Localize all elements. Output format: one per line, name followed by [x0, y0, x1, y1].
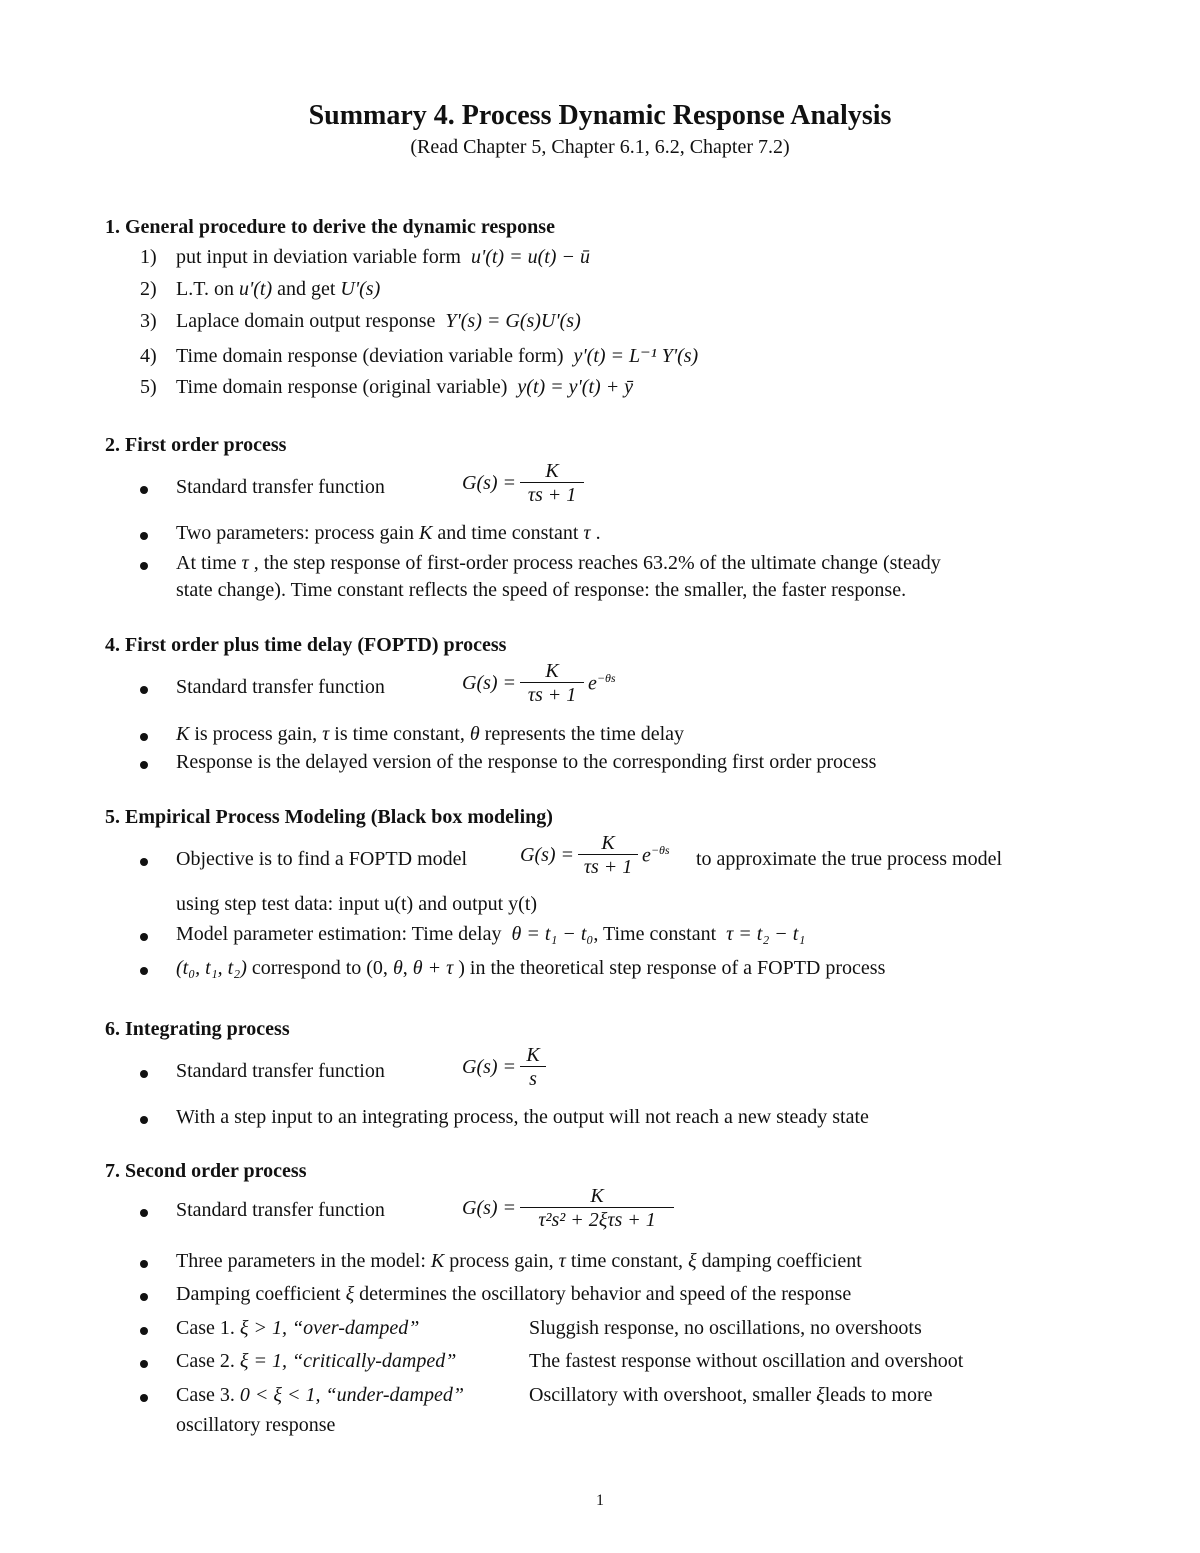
bullet-icon [140, 486, 148, 494]
bullet-icon [140, 1394, 148, 1402]
section-6-heading: 6. Integrating process [105, 1018, 290, 1040]
step-1: 1) put input in deviation variable form u'(t) = u(t) − ū [140, 246, 590, 268]
section-7-heading: 7. Second order process [105, 1160, 307, 1182]
section-1-heading: 1. General procedure to derive the dynamic response [105, 216, 555, 238]
bullet-icon [140, 761, 148, 769]
step-4: 4) Time domain response (deviation variable form) y'(t) = L⁻¹ Y'(s) [140, 345, 699, 367]
foptd-equation: G(s) = $\frac{K}{\tau s + 1}$ $e^{-\theta s}$ [462, 660, 616, 706]
page-title: Summary 4. Process Dynamic Response Analysis [308, 100, 892, 131]
case-3-continuation: oscillatory response [176, 1414, 336, 1436]
page-subtitle: (Read Chapter 5, Chapter 6.1, 6.2, Chapter 7.2) [410, 136, 790, 158]
bullet-icon [140, 1070, 148, 1078]
step-3: 3) Laplace domain output response Y'(s) = G(s)U'(s) [140, 310, 581, 332]
section-5-heading: 5. Empirical Process Modeling (Black box modeling) [105, 806, 553, 828]
bullet-icon [140, 532, 148, 540]
case-1-description: Sluggish response, no oscillations, no overshoots [529, 1317, 922, 1339]
bullet-icon [140, 1209, 148, 1217]
objective-tail: to approximate the true process model [696, 848, 1003, 870]
bullet-icon [140, 967, 148, 975]
bullet-icon [140, 1293, 148, 1301]
first-order-equation: G(s) = $\frac{K}{\tau s + 1}$ [462, 460, 588, 507]
page-number: 1 [596, 1492, 604, 1509]
document-page: Summary 4. Process Dynamic Response Analysis (Read Chapter 5, Chapter 6.1, 6.2, Chapter 7.2) 1. General procedure to derive the dynamic response 1) put input in deviation variable form u'(t) = u(t) − ū 2) L.T. on u'(t) and get U'(s) 3) Laplace domain output response Y'(s) = G(s)U'(s) 4) Time domain response (deviation variable form) y'(t) = L⁻¹ Y'(s) 5) Time domain response (original variable) y(t) = y'(t) + ȳ 2. First order process Standard transfer function G(s) = $\frac{K}{\tau s + 1}$ Two parameters: process gain K and time constant τ . At time τ , the step response of first-order process reaches 63.2% of the ultimate change (steady state change). Time constant reflects the speed of response: the smaller, the faster response. 4. First order plus time delay (FOPTD) process Standard transfer function G(s) = $\frac{K}{\tau s + 1}$ $e^{-\theta s}$ K is process gain, τ is time constant, θ represents the time delay Response is the delayed version of the response to the corresponding first order process 5. Empirical Process Modeling (Black box modeling) Objective is to find a FOPTD model G(s) = $\frac{K}{\tau s + 1}$ $e^{-\theta s}$ to approximate the true process model using step test data: input u(t) and output y(t) Model parameter estimation: Time delay θ = t₁ − t₀, Time constant τ = t₂ − t₁ (t₀, t₁, t₂) correspond to (0, θ, θ + τ ) in the theoretical step response of a FOPTD process 6. Integrating process Standard transfer function G(s) = $\frac{K}{s}$ With a step input to an integrating process, the output will not reach a new steady state 7. Second order process Standard transfer function G(s) = $\frac{K}{\text{τ²s² + 2ξτs + 1}}$ Three parameters in the model: K process gain, τ time constant, ξ damping coefficient Damping coefficient ξ determines the oscillatory behavior and speed of the response Case 1. ξ > 1, “over-damped” Sluggish response, no oscillations, no overshoots Case 2. ξ = 1, “critically-damped” The fastest response without oscillation and overshoot Case 3. 0 < ξ < 1, “under-damped” Oscillatory with overshoot, smaller ξleads to more oscillatory response 1 [0, 0, 1200, 1553]
objective-continuation: using step test data: input u(t) and output y(t) [176, 893, 538, 915]
integrating-equation: G(s) = $\frac{K}{s}$ [462, 1044, 550, 1091]
bullet-icon [140, 562, 148, 570]
empirical-foptd-equation: G(s) = $\frac{K}{\tau s + 1}$ $e^{-\theta s}$ [520, 832, 670, 878]
section-4-heading: 4. First order plus time delay (FOPTD) process [105, 634, 507, 656]
case-3-description: Oscillatory with overshoot, smaller ξleads to more [529, 1384, 933, 1406]
bullet-icon [140, 686, 148, 694]
bullet-icon [140, 1360, 148, 1368]
case-2-description: The fastest response without oscillation and overshoot [529, 1350, 964, 1372]
bullet-icon [140, 1116, 148, 1124]
step-5: 5) Time domain response (original variable) y(t) = y'(t) + ȳ [140, 376, 634, 398]
bullet-icon [140, 933, 148, 941]
time-constant-continuation: state change). Time constant reflects the speed of response: the smaller, the faster response. [176, 579, 907, 601]
bullet-icon [140, 1327, 148, 1335]
step-2: 2) L.T. on u'(t) and get U'(s) [140, 278, 381, 300]
section-2-heading: 2. First order process [105, 434, 287, 456]
bullet-icon [140, 733, 148, 741]
bullet-icon [140, 1260, 148, 1268]
second-order-equation: G(s) = $\frac{K}{\text{τ²s² + 2ξτs + 1}}$ [462, 1185, 678, 1232]
bullet-icon [140, 858, 148, 866]
